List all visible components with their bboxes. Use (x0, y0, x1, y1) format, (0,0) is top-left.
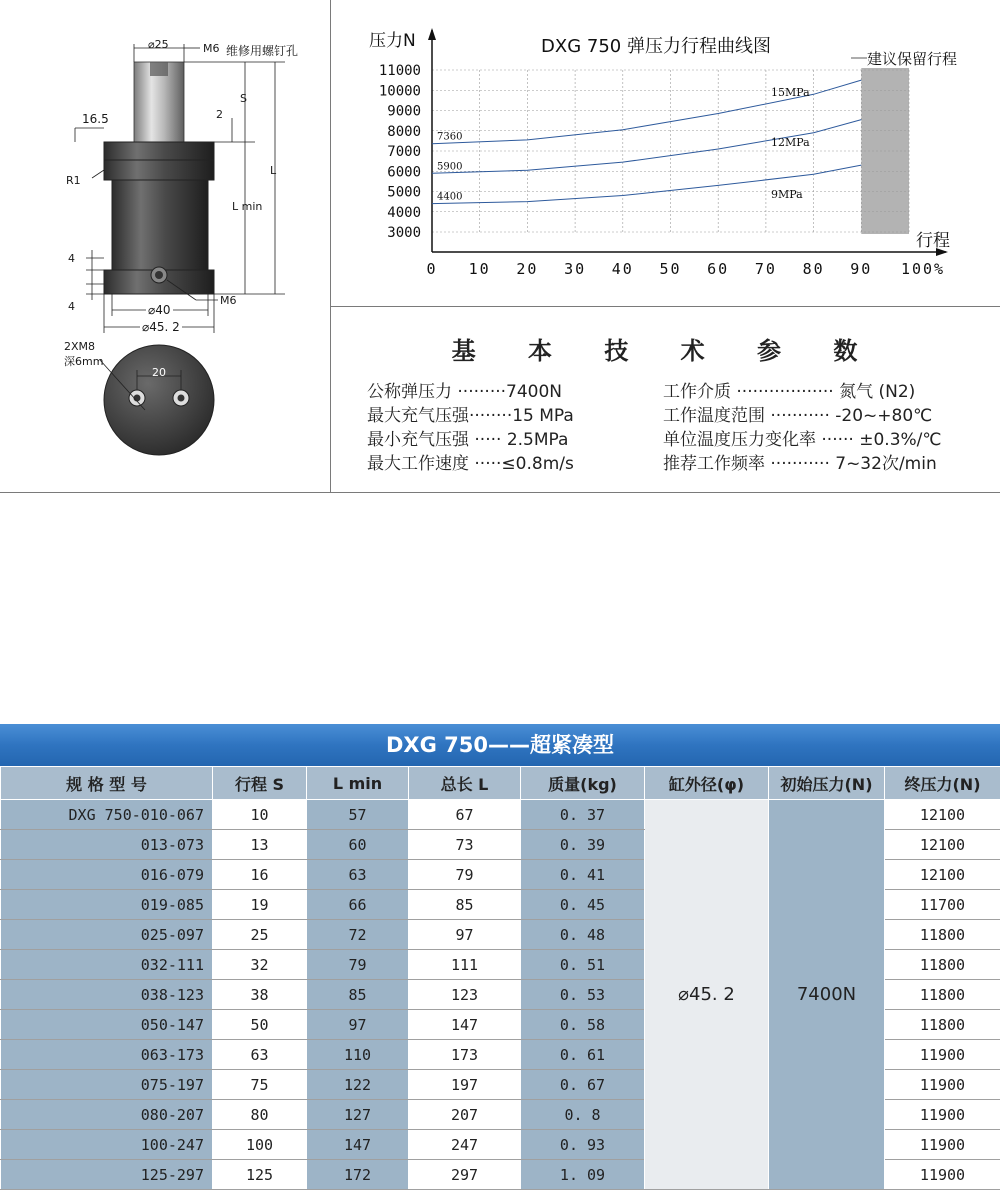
cell-lmin: 57 (307, 800, 409, 830)
dim-top-diameter: ⌀25 (148, 38, 169, 51)
cell-end-force: 11800 (885, 950, 1000, 980)
header-total-length: 总长 L (409, 767, 521, 800)
cell-end-force: 11800 (885, 1010, 1000, 1040)
y-tick-label: 7000 (387, 144, 421, 160)
table-title: DXG 750——超紧凑型 (0, 724, 1000, 766)
x-axis-label: 行程 (916, 231, 950, 251)
cell-end-force: 11900 (885, 1160, 1000, 1190)
pressure-stroke-chart (331, 0, 1000, 306)
cell-total-length: 173 (409, 1040, 521, 1070)
cell-lmin: 66 (307, 890, 409, 920)
dim-outer-diameter: ⌀45. 2 (140, 320, 182, 334)
y-tick-label: 3000 (387, 225, 421, 241)
header-mass: 质量(kg) (521, 767, 645, 800)
cell-stroke: 32 (213, 950, 307, 980)
cell-model: 025-097 (1, 920, 213, 950)
dim-length: L (270, 164, 276, 177)
x-tick-label: 50 (659, 260, 681, 278)
cell-model: 019-085 (1, 890, 213, 920)
chart-title: DXG 750 弹压力行程曲线图 (541, 36, 771, 57)
cell-model: 032-111 (1, 950, 213, 980)
table-header-row (1, 767, 1000, 800)
cell-lmin: 147 (307, 1130, 409, 1160)
x-tick-label: 90 (850, 260, 872, 278)
cell-mass: 0. 53 (521, 980, 645, 1010)
param-temp-coef: 单位温度压力变化率 ······ ±0.3%/℃ (663, 425, 941, 450)
dim-groove-a: 4 (68, 252, 75, 265)
cell-total-length: 67 (409, 800, 521, 830)
cell-end-force: 11900 (885, 1040, 1000, 1070)
cell-mass: 0. 8 (521, 1100, 645, 1130)
dim-radius: R1 (66, 174, 81, 187)
x-tick-label: 70 (755, 260, 777, 278)
cell-lmin: 85 (307, 980, 409, 1010)
cell-total-length: 79 (409, 860, 521, 890)
cylinder-drawing (0, 0, 330, 492)
cell-lmin: 97 (307, 1010, 409, 1040)
cell-initial-force-merged: 7400N (769, 800, 885, 1190)
x-tick-label: 10 (469, 260, 491, 278)
base-end-view (104, 345, 214, 455)
cell-total-length: 85 (409, 890, 521, 920)
param-max-speed: 最大工作速度 ·····≤0.8m/s (367, 449, 574, 474)
x-tick-label: 30 (564, 260, 586, 278)
x-tick-label: 0 (426, 260, 437, 278)
cell-model: 080-207 (1, 1100, 213, 1130)
cell-mass: 0. 48 (521, 920, 645, 950)
x-tick-label: 100% (901, 260, 945, 278)
cell-lmin: 60 (307, 830, 409, 860)
cell-end-force: 11900 (885, 1130, 1000, 1160)
cell-model: 038-123 (1, 980, 213, 1010)
x-tick-label: 60 (707, 260, 729, 278)
cell-stroke: 75 (213, 1070, 307, 1100)
cell-end-force: 11800 (885, 920, 1000, 950)
cell-stroke: 100 (213, 1130, 307, 1160)
cell-total-length: 147 (409, 1010, 521, 1040)
cell-total-length: 297 (409, 1160, 521, 1190)
cell-lmin: 110 (307, 1040, 409, 1070)
cell-end-force: 11900 (885, 1070, 1000, 1100)
dim-body-diameter: ⌀40 (146, 303, 173, 317)
series-name-label: 15MPa (771, 86, 810, 99)
param-max-charge: 最大充气压强········15 MPa (367, 401, 574, 426)
cell-total-length: 123 (409, 980, 521, 1010)
param-nominal-force: 公称弹压力 ·········7400N (367, 377, 562, 402)
param-frequency: 推荐工作频率 ··········· 7~32次/min (663, 449, 937, 474)
cell-model: 063-173 (1, 1040, 213, 1070)
cell-mass: 0. 41 (521, 860, 645, 890)
param-min-charge: 最小充气压强 ····· 2.5MPa (367, 425, 568, 450)
cell-stroke: 125 (213, 1160, 307, 1190)
y-axis-arrow (428, 28, 436, 40)
cell-lmin: 122 (307, 1070, 409, 1100)
x-tick-label: 20 (516, 260, 538, 278)
cell-end-force: 11700 (885, 890, 1000, 920)
params-title: 基 本 技 术 参 数 (331, 331, 1000, 366)
cell-stroke: 19 (213, 890, 307, 920)
header-model: 规 格 型 号 (1, 767, 213, 800)
cell-model: DXG 750-010-067 (1, 800, 213, 830)
dim-top-thread: M6 (203, 42, 220, 55)
series-start-label: 7360 (437, 132, 462, 143)
header-end-force: 终压力(N) (885, 767, 1000, 800)
cell-total-length: 207 (409, 1100, 521, 1130)
cell-model: 050-147 (1, 1010, 213, 1040)
series-start-label: 4400 (437, 192, 462, 203)
y-tick-label: 11000 (379, 63, 421, 79)
cell-total-length: 97 (409, 920, 521, 950)
cell-mass: 0. 61 (521, 1040, 645, 1070)
cell-model: 013-073 (1, 830, 213, 860)
cell-mass: 0. 37 (521, 800, 645, 830)
header-initial-force: 初始压力(N) (769, 767, 885, 800)
dim-lmin: L min (232, 200, 262, 213)
y-axis-label: 压力N (369, 31, 416, 51)
header-bore: 缸外径(φ) (645, 767, 769, 800)
y-tick-label: 4000 (387, 205, 421, 221)
cell-mass: 0. 45 (521, 890, 645, 920)
cell-total-length: 111 (409, 950, 521, 980)
series-start-label: 5900 (437, 161, 462, 172)
header-stroke: 行程 S (213, 767, 307, 800)
y-tick-label: 6000 (387, 164, 421, 180)
series-name-label: 9MPa (771, 188, 803, 201)
cell-bore-merged: ⌀45. 2 (645, 800, 769, 1190)
header-lmin: L min (307, 767, 409, 800)
cell-stroke: 13 (213, 830, 307, 860)
y-tick-label: 5000 (387, 185, 421, 201)
cell-stroke: 38 (213, 980, 307, 1010)
cell-model: 016-079 (1, 860, 213, 890)
cell-mass: 0. 58 (521, 1010, 645, 1040)
cell-lmin: 79 (307, 950, 409, 980)
dim-mount-depth: 深6mm (64, 353, 103, 369)
cell-stroke: 10 (213, 800, 307, 830)
cell-end-force: 12100 (885, 800, 1000, 830)
cell-stroke: 63 (213, 1040, 307, 1070)
basic-parameters (331, 307, 1000, 492)
x-tick-label: 80 (803, 260, 825, 278)
cylinder-collar (104, 142, 214, 160)
cell-model: 125-297 (1, 1160, 213, 1190)
cell-total-length: 73 (409, 830, 521, 860)
dim-stroke: S (240, 92, 247, 105)
cell-mass: 1. 09 (521, 1160, 645, 1190)
dim-top-thread-note: 维修用螺钉孔 (226, 42, 298, 59)
cell-end-force: 11900 (885, 1100, 1000, 1130)
dim-groove-b: 4 (68, 300, 75, 313)
dim-hole-spacing: 20 (152, 366, 166, 379)
param-medium: 工作介质 ·················· 氮气 (N2) (663, 377, 915, 402)
table-row (1, 800, 1000, 830)
cell-lmin: 127 (307, 1100, 409, 1130)
panel-divider-bottom (0, 492, 1000, 493)
cell-total-length: 247 (409, 1130, 521, 1160)
cell-mass: 0. 39 (521, 830, 645, 860)
dim-gap: 2 (216, 108, 223, 121)
y-tick-label: 8000 (387, 124, 421, 140)
cell-end-force: 12100 (885, 830, 1000, 860)
cell-lmin: 72 (307, 920, 409, 950)
cell-stroke: 25 (213, 920, 307, 950)
cell-lmin: 172 (307, 1160, 409, 1190)
reserved-stroke-label: 建议保留行程 (867, 50, 957, 68)
y-tick-label: 10000 (379, 83, 421, 99)
cell-model: 075-197 (1, 1070, 213, 1100)
y-tick-label: 9000 (387, 104, 421, 120)
param-temp-range: 工作温度范围 ··········· -20~+80℃ (663, 401, 932, 426)
dim-mount-holes: 2XM8 (64, 340, 95, 353)
cell-end-force: 11800 (885, 980, 1000, 1010)
cell-lmin: 63 (307, 860, 409, 890)
cell-total-length: 197 (409, 1070, 521, 1100)
cell-mass: 0. 51 (521, 950, 645, 980)
series-name-label: 12MPa (771, 136, 810, 149)
cell-mass: 0. 67 (521, 1070, 645, 1100)
cell-mass: 0. 93 (521, 1130, 645, 1160)
dim-rod-offset: 16.5 (82, 112, 109, 126)
cell-end-force: 12100 (885, 860, 1000, 890)
cell-stroke: 50 (213, 1010, 307, 1040)
cell-model: 100-247 (1, 1130, 213, 1160)
dim-side-thread: M6 (220, 294, 237, 307)
cell-stroke: 16 (213, 860, 307, 890)
x-tick-label: 40 (612, 260, 634, 278)
spec-table (0, 724, 1000, 1190)
cell-stroke: 80 (213, 1100, 307, 1130)
